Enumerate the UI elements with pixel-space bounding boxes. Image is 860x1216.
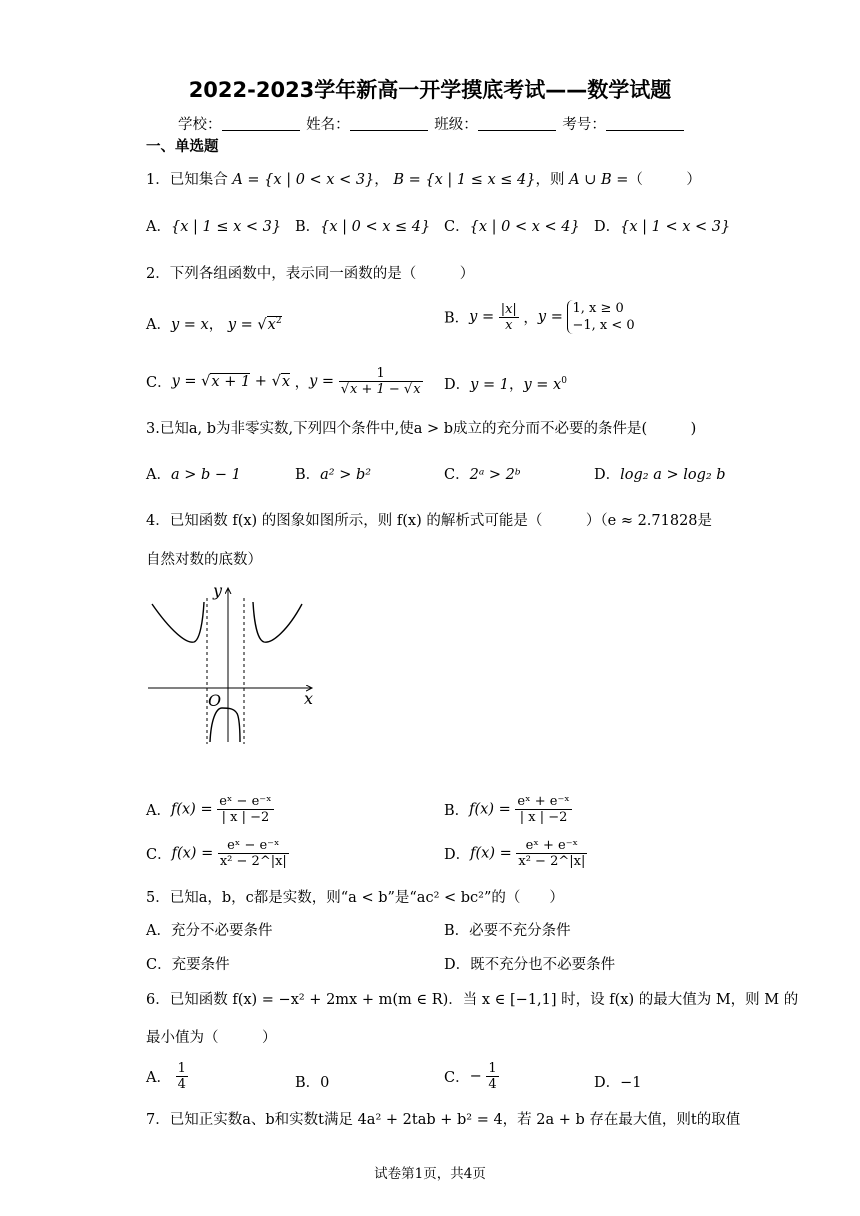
function-graph	[140, 580, 330, 750]
exam-no-blank	[606, 116, 684, 131]
page-footer: 试卷第1页，共4页	[374, 1166, 486, 1182]
middle-branch	[210, 708, 240, 742]
q4-option-a: A．f(x) = $\frac{\text{eˣ − e⁻ˣ}}{| x | -2}$	[146, 794, 272, 825]
name-label: 姓名：	[306, 117, 350, 133]
q1-option-b: B．{x | 0 < x ≤ 4}	[295, 219, 431, 235]
class-label: 班级：	[434, 117, 478, 133]
piecewise-brace: 1, x ≥ 0 −1, x < 0	[567, 300, 634, 334]
question-3-stem: 3.已知a, b为非零实数,下列四个条件中,使a > b成立的充分而不必要的条件是( )	[146, 421, 697, 437]
q5-option-c: C．充要条件	[146, 957, 230, 973]
q1-option-c: C．{x | 0 < x < 4}	[444, 219, 580, 235]
y-label: y	[213, 581, 223, 600]
q2-option-b: B．y = $\frac{|x|}{x}$ ，y = 1, x ≥ 0 −1, x < 0	[444, 301, 635, 333]
page-title: 2022-2023学年新高一开学摸底考试——数学试题	[188, 78, 672, 102]
q4-option-c: C．f(x) = $\frac{\text{eˣ − e⁻ˣ}}{\text{x² − 2\textasciicircum{}|x|}}$	[146, 838, 287, 869]
question-6-stem-line2: 最小值为（ ）	[146, 1030, 277, 1046]
name-blank	[350, 116, 428, 131]
q6-option-c: C．− $\frac{1}{4}$	[444, 1061, 497, 1092]
q1-option-d: D．{x | 1 < x < 3}	[594, 219, 731, 235]
question-5-stem: 5．已知a，b，c都是实数，则“a < b”是“ac² < bc²”的（ ）	[146, 890, 564, 906]
q3-option-c: C．2ᵃ > 2ᵇ	[444, 467, 521, 483]
q3-option-d: D．log₂ a > log₂ b	[594, 467, 726, 483]
question-7-stem-line1: 7．已知正实数a、b和实数t满足 4a² + 2tab + b² = 4，若 2a + b 存在最大值，则t的取值	[146, 1112, 741, 1128]
q2-option-c: C．y = √x + 1 + √x ，y = $\frac{1}{√x + 1 - √x}$	[146, 366, 421, 397]
school-blank	[222, 116, 300, 131]
q6-option-d: D．−1	[594, 1075, 642, 1091]
question-4-stem-line1: 4．已知函数 f(x) 的图象如图所示，则 f(x) 的解析式可能是（ ）（e ≈ 2.71828是	[146, 513, 713, 529]
question-2-stem: 2．下列各组函数中，表示同一函数的是（ ）	[146, 266, 475, 282]
question-6-stem-line1: 6．已知函数 f(x) = −x² + 2mx + m(m ∈ R)．当 x ∈ [−1,1] 时，设 f(x) 的最大值为 M，则 M 的	[146, 992, 799, 1008]
question-4-stem-line2: 自然对数的底数）	[146, 552, 262, 568]
exam-no-label: 考号：	[562, 117, 606, 133]
q5-option-a: A．充分不必要条件	[146, 923, 273, 939]
student-info-line	[178, 113, 686, 134]
q2-option-a: A．y = x， $y = √x^2$	[146, 316, 282, 333]
x-label: x	[304, 689, 314, 708]
school-label: 学校：	[178, 117, 222, 133]
q6-option-b: B．0	[295, 1075, 330, 1091]
section-heading: 一、单选题	[146, 138, 219, 155]
class-blank	[478, 116, 556, 131]
q1-option-a: A．{x | 1 ≤ x < 3}	[146, 219, 282, 235]
q2-option-d: D．y = 1，$y = x^0$	[444, 376, 567, 393]
q6-option-a: A． $\frac{1}{4}$	[146, 1061, 186, 1092]
q4-option-d: D．f(x) = $\frac{\text{eˣ + e⁻ˣ}}{\text{x² − 2\textasciicircum{}|x|}}$	[444, 838, 586, 869]
question-1-stem: 1．已知集合 A = {x | 0 < x < 3}， B = {x | 1 ≤ x ≤ 4}，则 A ∪ B =（ ）	[146, 172, 701, 188]
right-branch	[253, 602, 302, 642]
q5-option-b: B．必要不充分条件	[444, 923, 571, 939]
left-branch	[152, 602, 204, 642]
q3-option-b: B．a² > b²	[295, 467, 372, 483]
set-a: A = {x | 0 < x < 3}	[232, 172, 375, 188]
union-expr: A ∪ B =	[569, 172, 629, 188]
q3-option-a: A．a > b − 1	[146, 467, 241, 483]
origin-label: O	[208, 691, 222, 710]
set-b: B = {x | 1 ≤ x ≤ 4}	[393, 172, 536, 188]
q5-option-d: D．既不充分也不必要条件	[444, 957, 616, 973]
q4-option-b: B．f(x) = $\frac{\text{eˣ + e⁻ˣ}}{| x | -2}$	[444, 794, 570, 825]
